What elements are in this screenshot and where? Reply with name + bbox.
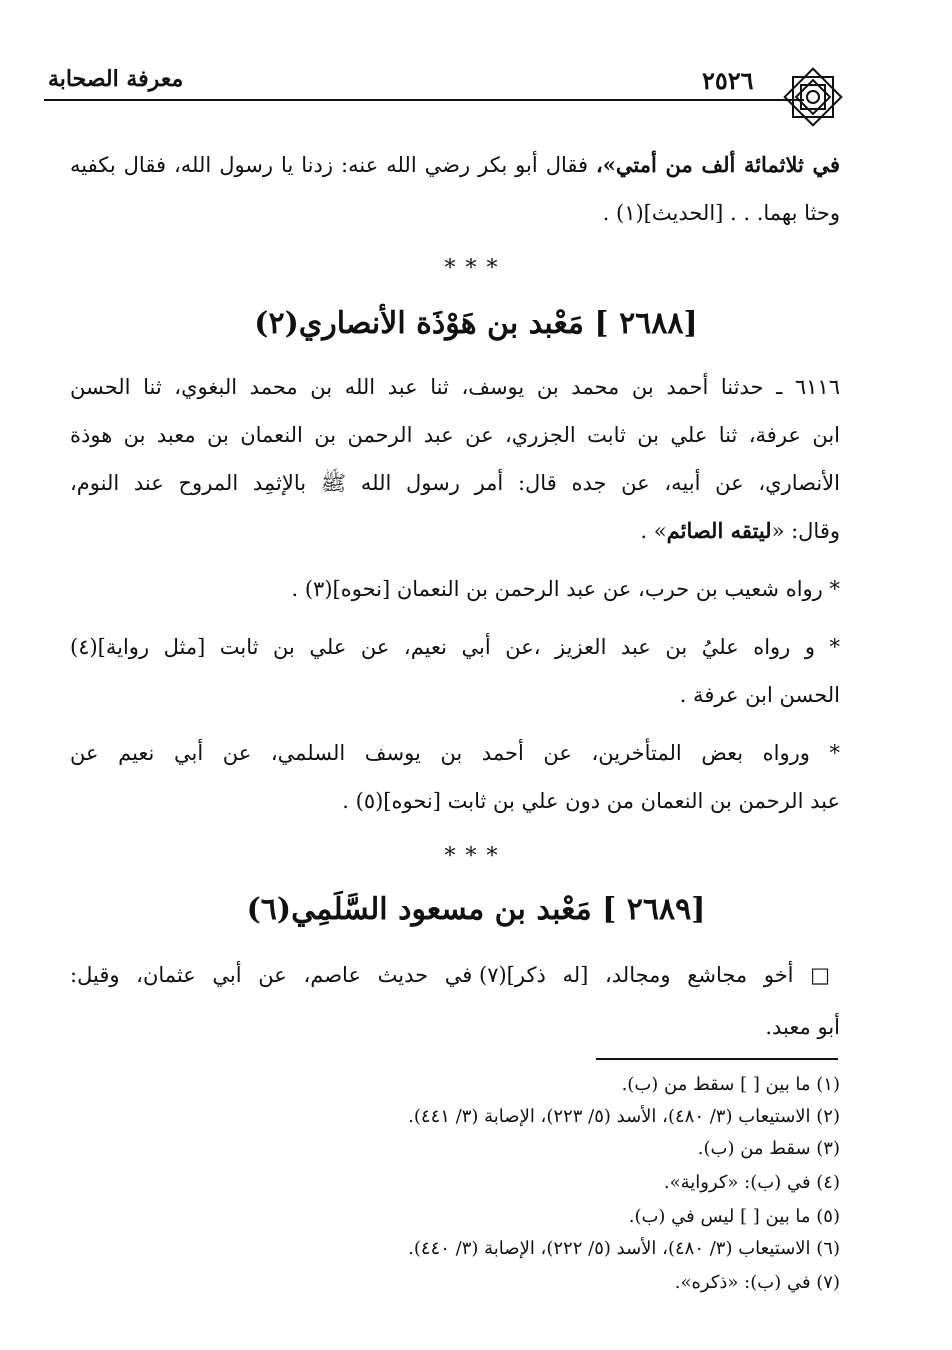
narration-2-line-1: * و رواه عليُ بن عبد العزيز ،عن أبي نعيم، عن علي بن ثابت [مثل رواية](٤) (70, 635, 840, 659)
section-separator-1: *** (444, 256, 508, 281)
footnote-3: (٣) سقط من (ب). (697, 1138, 840, 1159)
hadith-line-4: وقال: «ليتقه الصائم» . (640, 518, 840, 543)
narration-3-line-2: عبد الرحمن بن النعمان من دون علي بن ثابت [نحوه](٥) . (342, 789, 840, 813)
header-rule (44, 99, 804, 101)
page-number: ٢٥٢٦ (702, 66, 754, 95)
hadith-line-2: ابن عرفة، ثنا علي بن ثابت الجزري، عن عبد الرحمن بن النعمان بن معبد بن هوذة (70, 423, 840, 447)
footnote-1: (١) ما بين [ ] سقط من (ب). (621, 1074, 840, 1095)
entry-line-2: أبو معبد. (765, 1015, 840, 1039)
entry-line-1: □ أخو مجاشع ومجالد، [له ذكر](٧) في حديث عاصم، عن أبي عثمان، وقيل: (70, 963, 841, 987)
footnote-6: (٦) الاستيعاب (٣/ ٤٨٠)، الأسد (٥/ ٢٢٢)، الإصابة (٣/ ٤٤٠). (408, 1238, 840, 1259)
footnote-rule (596, 1058, 838, 1060)
footnote-2: (٢) الاستيعاب (٣/ ٤٨٠)، الأسد (٥/ ٢٢٣)، الإصابة (٣/ ٤٤١). (408, 1106, 840, 1127)
hadith-line-1: ٦١١٦ ـ حدثنا أحمد بن محمد بن يوسف، ثنا عبد الله بن محمد البغوي، ثنا الحسن (70, 375, 840, 399)
entry-heading-2689: [٢٦٨٩ ] مَعْبد بن مسعود السَّلَمِي(٦) (246, 892, 706, 927)
hadith-line-3: الأنصاري، عن أبيه، عن جده قال: أمر رسول الله ﷺ بالإثمِد المروح عند النوم، (70, 471, 840, 495)
narration-1: * رواه شعيب بن حرب، عن عبد الرحمن بن النعمان [نحوه](٣) . (291, 577, 840, 601)
footnote-7: (٧) في (ب): «ذكره». (674, 1272, 840, 1293)
ornament-star-icon (780, 64, 846, 130)
body-line-2: وحثا بهما. . . [الحديث](١) . (602, 201, 840, 225)
entry-heading-2688: [٢٦٨٨ ] مَعْبد بن هَوْذَة الأنصاري(٢) (254, 306, 698, 341)
body-line-1: في ثلاثمائة ألف من أمتي»، فقال أبو بكر رضي الله عنه: زدنا يا رسول الله، فقال بكفيه (70, 152, 840, 177)
footnote-5: (٥) ما بين [ ] ليس في (ب). (628, 1206, 840, 1227)
footnote-4: (٤) في (ب): «كرواية». (663, 1172, 840, 1193)
running-title: معرفة الصحابة (48, 66, 184, 92)
narration-2-line-2: الحسن ابن عرفة . (679, 683, 840, 707)
narration-3-line-1: * ورواه بعض المتأخرين، عن أحمد بن يوسف السلمي، عن أبي نعيم عن (70, 741, 840, 765)
section-separator-2: *** (444, 844, 508, 869)
